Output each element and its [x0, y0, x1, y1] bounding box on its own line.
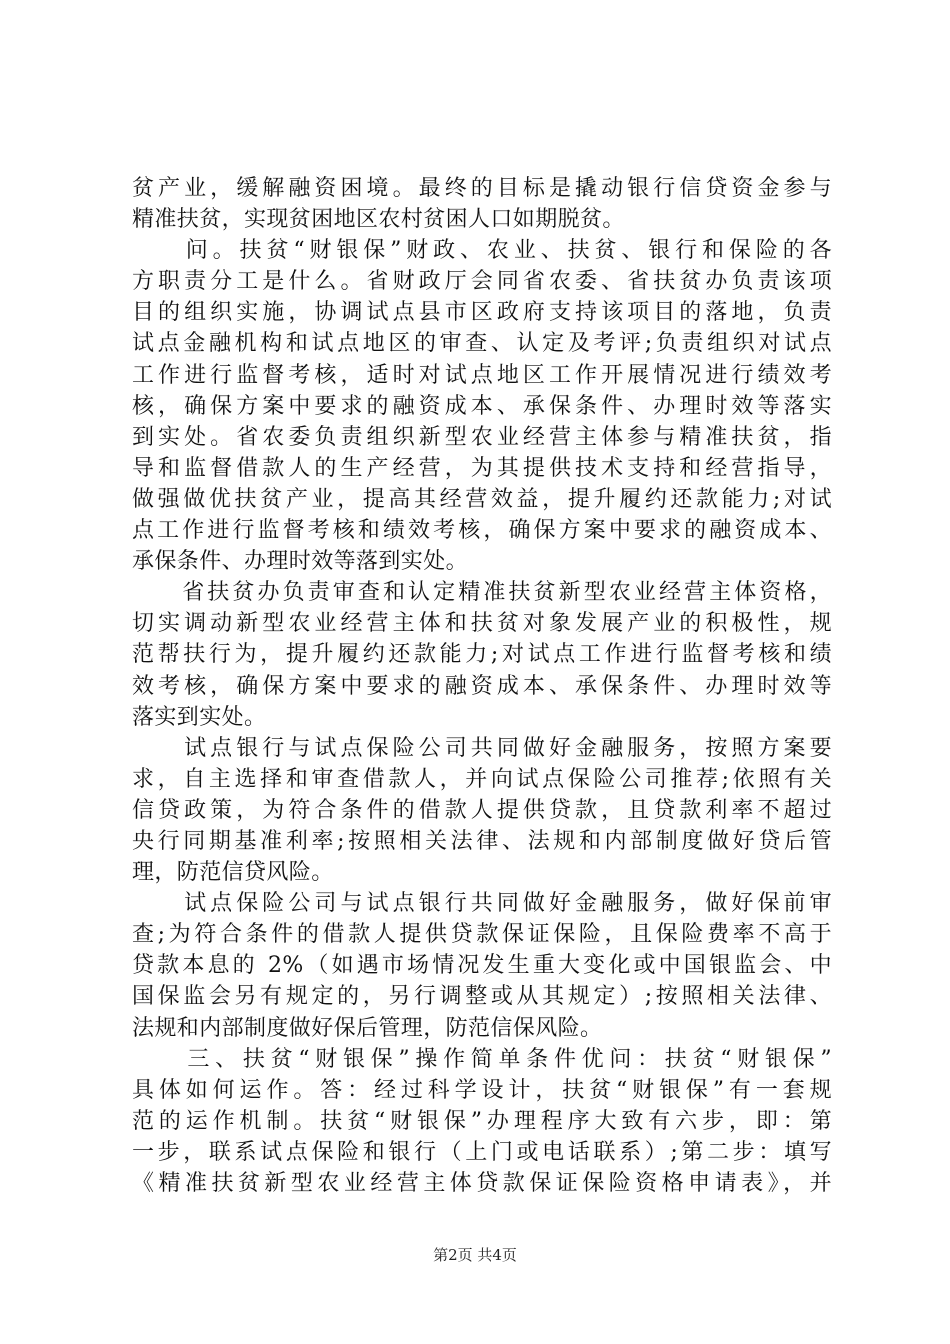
text-line: 到实处。省农委负责组织新型农业经营主体参与精准扶贫，指 — [132, 424, 832, 450]
text-line: 落实到实处。 — [132, 704, 267, 730]
text-line: 省扶贫办负责审查和认定精准扶贫新型农业经营主体资格， — [132, 580, 832, 606]
text-line: 试点银行与试点保险公司共同做好金融服务，按照方案要 — [132, 735, 832, 761]
text-line: 贫产业，缓解融资困境。最终的目标是撬动银行信贷资金参与 — [132, 176, 832, 201]
text-line: 一步，联系试点保险和银行（上门或电话联系）;第二步：填写 — [132, 1139, 832, 1165]
text-line: 目的组织实施，协调试点县市区政府支持该项目的落地，负责 — [132, 300, 832, 326]
text-line: 导和监督借款人的生产经营，为其提供技术支持和经营指导， — [132, 455, 832, 481]
text-line: 法规和内部制度做好保后管理，防范信保风险。 — [132, 1015, 603, 1041]
text-line: 三、扶贫“财银保”操作简单条件优问：扶贫“财银保” — [132, 1046, 832, 1072]
text-line: 信贷政策，为符合条件的借款人提供贷款，且贷款利率不超过 — [132, 797, 832, 823]
text-line: 范帮扶行为，提升履约还款能力;对试点工作进行监督考核和绩 — [132, 642, 832, 668]
text-line: 试点保险公司与试点银行共同做好金融服务，做好保前审 — [132, 891, 832, 917]
text-line: 点工作进行监督考核和绩效考核，确保方案中要求的融资成本、 — [132, 518, 832, 544]
text-line: 具体如何运作。答：经过科学设计，扶贫“财银保”有一套规 — [132, 1077, 832, 1103]
text-line: 承保条件、办理时效等落到实处。 — [132, 549, 469, 575]
text-line: 范的运作机制。扶贫“财银保”办理程序大致有六步，即：第 — [132, 1108, 832, 1134]
text-line: 方职责分工是什么。省财政厅会同省农委、省扶贫办负责该项 — [132, 269, 832, 295]
text-line: 核，确保方案中要求的融资成本、承保条件、办理时效等落实 — [132, 393, 832, 419]
text-line: 工作进行监督考核，适时对试点地区工作开展情况进行绩效考 — [132, 362, 832, 388]
text-line: 国保监会另有规定的，另行调整或从其规定）;按照相关法律、 — [132, 984, 832, 1010]
text-line: 央行同期基准利率;按照相关法律、法规和内部制度做好贷后管 — [132, 828, 832, 854]
text-line: 做强做优扶贫产业，提高其经营效益，提升履约还款能力;对试 — [132, 486, 832, 512]
text-line: 效考核，确保方案中要求的融资成本、承保条件、办理时效等 — [132, 673, 832, 699]
text-line: 查;为符合条件的借款人提供贷款保证保险，且保险费率不高于 — [132, 922, 832, 948]
text-line: 切实调动新型农业经营主体和扶贫对象发展产业的积极性，规 — [132, 611, 832, 637]
text-line: 问。扶贫“财银保”财政、农业、扶贫、银行和保险的各 — [132, 238, 832, 264]
text-line: 精准扶贫，实现贫困地区农村贫困人口如期脱贫。 — [132, 207, 625, 233]
body-text — [132, 173, 832, 1199]
page-footer: 第2页 共4页 — [433, 1246, 517, 1264]
text-line: 理，防范信贷风险。 — [132, 860, 334, 886]
text-line: 贷款本息的 2%（如遇市场情况发生重大变化或中国银监会、中 — [132, 953, 832, 979]
text-line: 求，自主选择和审查借款人，并向试点保险公司推荐;依照有关 — [132, 766, 832, 792]
text-line: 试点金融机构和试点地区的审查、认定及考评;负责组织对试点 — [132, 331, 832, 357]
text-line: 《精准扶贫新型农业经营主体贷款保证保险资格申请表》，并 — [132, 1171, 832, 1196]
